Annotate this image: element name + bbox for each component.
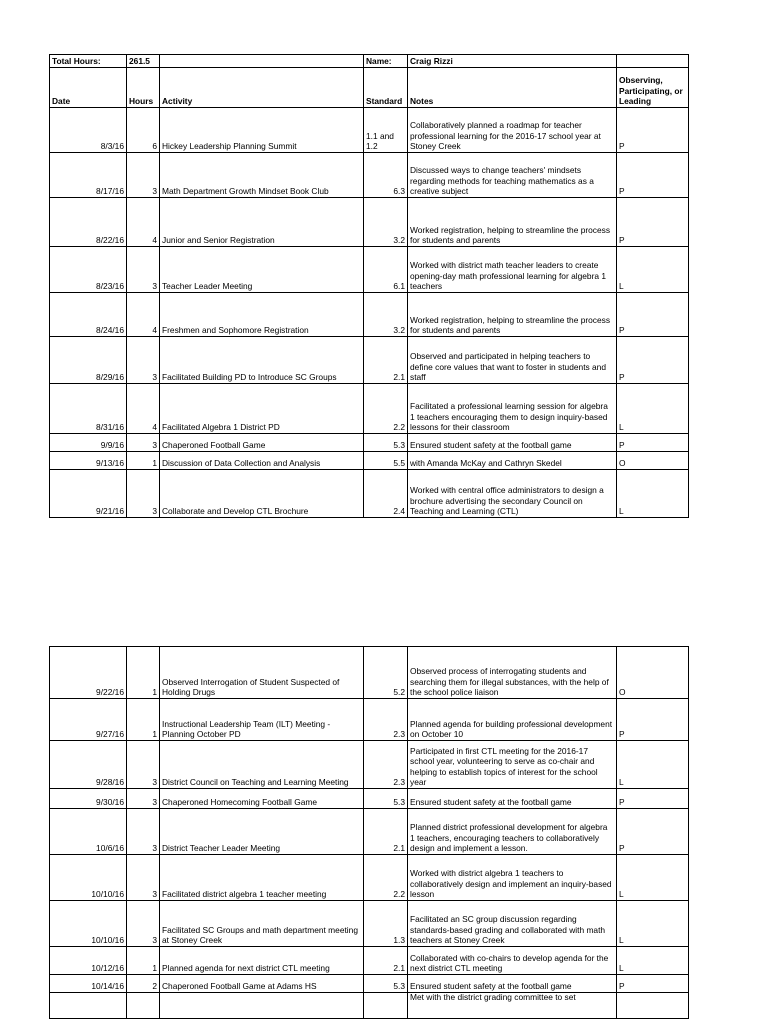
row-activity: Facilitated Building PD to Introduce SC Groups bbox=[160, 337, 364, 384]
row-notes: Worked registration, helping to streamline the process for students and parents bbox=[408, 293, 617, 337]
row-notes: Met with the district grading committee to set bbox=[408, 993, 617, 1019]
header-row bbox=[50, 68, 689, 108]
row-activity: Math Department Growth Mindset Book Club bbox=[160, 153, 364, 198]
row-role: P bbox=[617, 108, 689, 153]
row-hours: 1 bbox=[127, 699, 160, 741]
table-row bbox=[50, 809, 689, 855]
row-role: P bbox=[617, 809, 689, 855]
row-notes: Participated in first CTL meeting for the 2016-17 school year, volunteering to serve as co-chair and helping to establish topics of interest for the school year bbox=[408, 741, 617, 789]
name-label: Name: bbox=[364, 55, 408, 68]
table-row bbox=[50, 434, 689, 452]
row-role: P bbox=[617, 153, 689, 198]
row-standard: 1.1 and 1.2 bbox=[364, 108, 408, 153]
row-date: 9/21/16 bbox=[50, 470, 127, 518]
row-notes: Worked with district algebra 1 teachers to collaboratively design and implement an inquiry-based lesson bbox=[408, 855, 617, 901]
row-activity: Junior and Senior Registration bbox=[160, 198, 364, 247]
table-row bbox=[50, 247, 689, 293]
table-row bbox=[50, 108, 689, 153]
row-hours: 3 bbox=[127, 470, 160, 518]
row-role: P bbox=[617, 198, 689, 247]
row-standard: 2.1 bbox=[364, 809, 408, 855]
row-notes: Worked with central office administrators to design a brochure advertising the secondary Council on Teaching and Learning (CTL) bbox=[408, 470, 617, 518]
table-row bbox=[50, 901, 689, 947]
table-row bbox=[50, 741, 689, 789]
row-hours: 4 bbox=[127, 198, 160, 247]
row-activity: Chaperoned Football Game bbox=[160, 434, 364, 452]
table-row bbox=[50, 384, 689, 434]
row-hours: 3 bbox=[127, 741, 160, 789]
table-row bbox=[50, 452, 689, 470]
row-standard: 2.1 bbox=[364, 947, 408, 975]
row-activity: Instructional Leadership Team (ILT) Meeting - Planning October PD bbox=[160, 699, 364, 741]
table-row bbox=[50, 855, 689, 901]
row-hours: 1 bbox=[127, 647, 160, 699]
row-date: 8/22/16 bbox=[50, 198, 127, 247]
row-standard: 2.2 bbox=[364, 855, 408, 901]
row-date: 9/13/16 bbox=[50, 452, 127, 470]
row-notes: Collaborated with co-chairs to develop agenda for the next district CTL meeting bbox=[408, 947, 617, 975]
row-date: 8/24/16 bbox=[50, 293, 127, 337]
row-notes: Collaboratively planned a roadmap for teacher professional learning for the 2016-17 school year at Stoney Creek bbox=[408, 108, 617, 153]
row-role: P bbox=[617, 699, 689, 741]
table-row bbox=[50, 789, 689, 809]
table-row bbox=[50, 293, 689, 337]
row-date: 9/28/16 bbox=[50, 741, 127, 789]
row-hours: 1 bbox=[127, 452, 160, 470]
row-date: 10/10/16 bbox=[50, 855, 127, 901]
header-standard: Standard bbox=[364, 68, 408, 108]
row-hours bbox=[127, 993, 160, 1019]
row-activity: Chaperoned Football Game at Adams HS bbox=[160, 975, 364, 993]
row-date bbox=[50, 993, 127, 1019]
row-role: L bbox=[617, 901, 689, 947]
header-activity: Activity bbox=[160, 68, 364, 108]
row-standard: 6.3 bbox=[364, 153, 408, 198]
summary-row bbox=[50, 55, 689, 68]
row-role: L bbox=[617, 470, 689, 518]
row-standard: 3.2 bbox=[364, 293, 408, 337]
table-row bbox=[50, 153, 689, 198]
row-hours: 3 bbox=[127, 247, 160, 293]
row-date: 9/9/16 bbox=[50, 434, 127, 452]
row-role: P bbox=[617, 434, 689, 452]
row-role: O bbox=[617, 647, 689, 699]
row-activity: District Teacher Leader Meeting bbox=[160, 809, 364, 855]
row-standard: 6.1 bbox=[364, 247, 408, 293]
row-notes: Facilitated an SC group discussion regarding standards-based grading and collaborated with math teachers at Stoney Creek bbox=[408, 901, 617, 947]
row-role: P bbox=[617, 337, 689, 384]
row-hours: 3 bbox=[127, 901, 160, 947]
row-activity bbox=[160, 993, 364, 1019]
row-activity: Discussion of Data Collection and Analysis bbox=[160, 452, 364, 470]
row-standard: 1.3 bbox=[364, 901, 408, 947]
row-hours: 4 bbox=[127, 384, 160, 434]
row-hours: 3 bbox=[127, 789, 160, 809]
row-role: L bbox=[617, 947, 689, 975]
row-date: 8/29/16 bbox=[50, 337, 127, 384]
row-role: L bbox=[617, 247, 689, 293]
row-standard: 5.2 bbox=[364, 647, 408, 699]
table-row bbox=[50, 975, 689, 993]
row-notes: Planned agenda for building professional development on October 10 bbox=[408, 699, 617, 741]
row-standard: 2.3 bbox=[364, 699, 408, 741]
row-role bbox=[617, 993, 689, 1019]
total-hours-value: 261.5 bbox=[127, 55, 160, 68]
row-hours: 4 bbox=[127, 293, 160, 337]
summary-spacer bbox=[160, 55, 364, 68]
summary-spacer-end bbox=[617, 55, 689, 68]
row-activity: Collaborate and Develop CTL Brochure bbox=[160, 470, 364, 518]
row-role: P bbox=[617, 789, 689, 809]
table-row bbox=[50, 947, 689, 975]
header-notes: Notes bbox=[408, 68, 617, 108]
row-date: 8/17/16 bbox=[50, 153, 127, 198]
row-standard: 2.1 bbox=[364, 337, 408, 384]
row-activity: Planned agenda for next district CTL meeting bbox=[160, 947, 364, 975]
row-hours: 3 bbox=[127, 153, 160, 198]
activity-log-table-top bbox=[49, 54, 689, 518]
table-row bbox=[50, 470, 689, 518]
row-role: L bbox=[617, 855, 689, 901]
row-activity: Facilitated Algebra 1 District PD bbox=[160, 384, 364, 434]
row-hours: 1 bbox=[127, 947, 160, 975]
row-role: L bbox=[617, 384, 689, 434]
row-date: 10/6/16 bbox=[50, 809, 127, 855]
row-date: 9/22/16 bbox=[50, 647, 127, 699]
activity-log-table-bottom bbox=[49, 646, 689, 1019]
row-role: O bbox=[617, 452, 689, 470]
row-notes: Ensured student safety at the football game bbox=[408, 434, 617, 452]
row-activity: Teacher Leader Meeting bbox=[160, 247, 364, 293]
row-standard: 5.5 bbox=[364, 452, 408, 470]
header-date: Date bbox=[50, 68, 127, 108]
row-notes: Facilitated a professional learning session for algebra 1 teachers encouraging them to design inquiry-based lessons for their classroom bbox=[408, 384, 617, 434]
header-role: Observing, Participating, or Leading bbox=[617, 68, 689, 108]
row-date: 9/27/16 bbox=[50, 699, 127, 741]
row-standard: 5.3 bbox=[364, 434, 408, 452]
row-notes: Planned district professional development for algebra 1 teachers, encouraging teachers to collaboratively design and implement a lesson. bbox=[408, 809, 617, 855]
row-activity: Freshmen and Sophomore Registration bbox=[160, 293, 364, 337]
row-date: 8/3/16 bbox=[50, 108, 127, 153]
row-notes: Worked registration, helping to streamline the process for students and parents bbox=[408, 198, 617, 247]
row-standard: 5.3 bbox=[364, 975, 408, 993]
row-activity: Chaperoned Homecoming Football Game bbox=[160, 789, 364, 809]
row-notes: Observed process of interrogating students and searching them for illegal substances, with the help of the school police liaison bbox=[408, 647, 617, 699]
table-row bbox=[50, 993, 689, 1019]
row-activity: Observed Interrogation of Student Suspected of Holding Drugs bbox=[160, 647, 364, 699]
row-standard: 2.2 bbox=[364, 384, 408, 434]
name-value: Craig Rizzi bbox=[408, 55, 617, 68]
row-activity: Facilitated district algebra 1 teacher meeting bbox=[160, 855, 364, 901]
row-standard: 5.3 bbox=[364, 789, 408, 809]
row-role: L bbox=[617, 741, 689, 789]
table-row bbox=[50, 647, 689, 699]
row-date: 10/12/16 bbox=[50, 947, 127, 975]
row-hours: 3 bbox=[127, 434, 160, 452]
row-activity: Hickey Leadership Planning Summit bbox=[160, 108, 364, 153]
row-date: 9/30/16 bbox=[50, 789, 127, 809]
row-date: 10/14/16 bbox=[50, 975, 127, 993]
row-hours: 3 bbox=[127, 855, 160, 901]
row-notes: Observed and participated in helping teachers to define core values that want to foster in students and staff bbox=[408, 337, 617, 384]
row-date: 8/31/16 bbox=[50, 384, 127, 434]
row-notes: Discussed ways to change teachers' mindsets regarding methods for teaching mathematics as a creative subject bbox=[408, 153, 617, 198]
row-standard bbox=[364, 993, 408, 1019]
row-notes: with Amanda McKay and Cathryn Skedel bbox=[408, 452, 617, 470]
row-hours: 3 bbox=[127, 337, 160, 384]
row-hours: 3 bbox=[127, 809, 160, 855]
row-activity: District Council on Teaching and Learning Meeting bbox=[160, 741, 364, 789]
row-activity: Facilitated SC Groups and math department meeting at Stoney Creek bbox=[160, 901, 364, 947]
row-notes: Worked with district math teacher leaders to create opening-day math professional learning for algebra 1 teachers bbox=[408, 247, 617, 293]
header-hours: Hours bbox=[127, 68, 160, 108]
row-standard: 2.3 bbox=[364, 741, 408, 789]
row-date: 8/23/16 bbox=[50, 247, 127, 293]
row-role: P bbox=[617, 975, 689, 993]
table-row bbox=[50, 699, 689, 741]
table-row bbox=[50, 198, 689, 247]
total-hours-label: Total Hours: bbox=[50, 55, 127, 68]
row-standard: 3.2 bbox=[364, 198, 408, 247]
row-hours: 6 bbox=[127, 108, 160, 153]
row-standard: 2.4 bbox=[364, 470, 408, 518]
row-hours: 2 bbox=[127, 975, 160, 993]
row-date: 10/10/16 bbox=[50, 901, 127, 947]
table-row bbox=[50, 337, 689, 384]
row-notes: Ensured student safety at the football game bbox=[408, 789, 617, 809]
row-notes: Ensured student safety at the football game bbox=[408, 975, 617, 993]
row-role: P bbox=[617, 293, 689, 337]
